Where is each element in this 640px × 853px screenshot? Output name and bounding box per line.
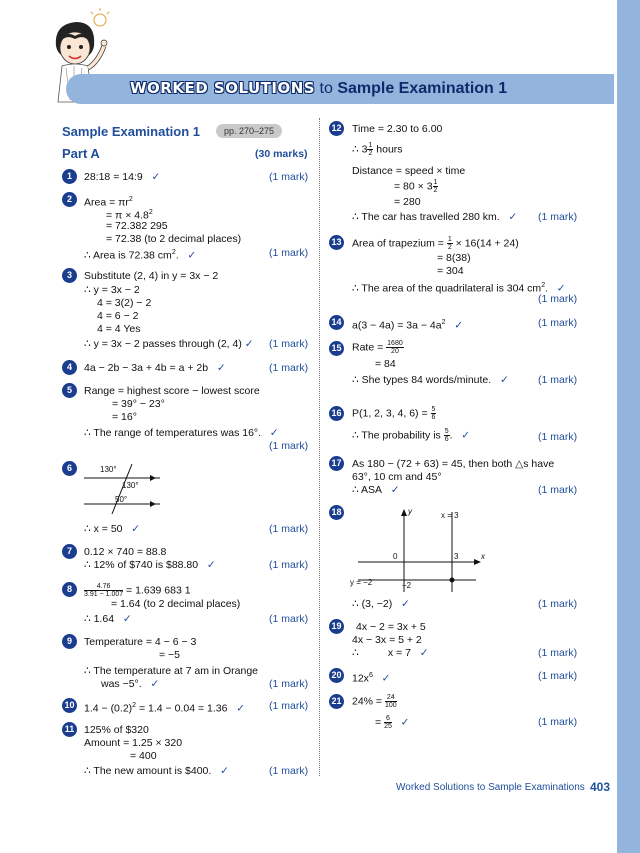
question-number-4: 4 xyxy=(62,360,77,375)
q15-mark: (1 mark) xyxy=(538,374,578,386)
q6-line1: ∴ x = 50 ✓ xyxy=(84,523,141,535)
q3-line1: Substitute (2, 4) in y = 3x − 2 xyxy=(84,270,219,282)
q14-mark: (1 mark) xyxy=(538,317,578,329)
question-number-9: 9 xyxy=(62,634,77,649)
banner-to: to xyxy=(315,80,338,97)
q15-line1: Rate = $\frac{1680}{20}$ xyxy=(352,340,403,355)
q19-mark: (1 mark) xyxy=(538,647,578,659)
tick-icon: ✓ xyxy=(220,765,229,777)
column-divider xyxy=(319,118,320,776)
tick-icon: ✓ xyxy=(454,319,464,332)
q17-line1: As 180 − (72 + 63) = 45, then both △s have xyxy=(352,458,555,470)
page-number: 403 xyxy=(590,780,611,794)
q1-line1: 28:18 = 14:9 ✓ xyxy=(84,171,161,183)
question-number-6: 6 xyxy=(62,461,77,476)
q12-line5: = 280 xyxy=(394,196,421,208)
tick-icon: ✓ xyxy=(461,429,471,442)
footer-text: Worked Solutions to Sample Examinations xyxy=(396,782,585,793)
q20-mark: (1 mark) xyxy=(538,670,578,682)
q13-line1: Area of trapezium = $\frac{1}{2}$ × 16(14 + 24) xyxy=(352,236,519,251)
q18-x3-label: x = 3 xyxy=(441,511,459,520)
q11-line3: = 400 xyxy=(130,750,157,762)
q18-x-label: x xyxy=(481,552,485,561)
q15-line2: = 84 xyxy=(375,358,396,370)
exam-heading: Sample Examination 1 xyxy=(62,124,200,139)
q2-line1: Area = $\pi r^2$ xyxy=(84,196,133,209)
question-number-11: 11 xyxy=(62,722,77,737)
tick-icon: ✓ xyxy=(131,523,141,535)
q7-line1: 0.12 × 740 = 88.8 xyxy=(84,546,167,558)
q7-mark: (1 mark) xyxy=(269,559,309,571)
banner-title xyxy=(130,79,507,98)
intersection-point xyxy=(450,578,455,583)
tick-icon: ✓ xyxy=(151,171,161,183)
q9-mark: (1 mark) xyxy=(269,678,309,690)
q20-line1: $12x^6$ ✓ xyxy=(352,672,391,685)
q17-line2: 63°, 10 cm and 45° xyxy=(352,471,442,483)
q3-line2: ∴ y = 3x − 2 xyxy=(84,284,140,296)
q18-line1: ∴ (3, −2) ✓ xyxy=(352,598,410,610)
q19-line1: 4x − 2 = 3x + 5 xyxy=(356,621,426,633)
q8-line2: = 1.64 (to 2 decimal places) xyxy=(111,598,241,610)
q14-line1: $a(3 - 4a) = 3a - 4a^2$ ✓ xyxy=(352,319,464,332)
q5-mark: (1 mark) xyxy=(269,440,309,452)
tick-icon: ✓ xyxy=(122,613,132,625)
question-number-16: 16 xyxy=(329,406,344,421)
tick-icon: ✓ xyxy=(400,716,410,729)
q18-y-label: y xyxy=(408,507,412,516)
q5-line2: = 39° − 23° xyxy=(112,398,165,410)
q13-line2: = 8(38) xyxy=(437,252,471,264)
q11-line2: Amount = 1.25 × 320 xyxy=(84,737,183,749)
q5-line1: Range = highest score − lowest score xyxy=(84,385,260,397)
question-number-21: 21 xyxy=(329,694,344,709)
banner-exam-title: Sample Examination 1 xyxy=(337,80,508,97)
part-marks: (30 marks) xyxy=(255,148,308,160)
question-number-14: 14 xyxy=(329,315,344,330)
question-number-3: 3 xyxy=(62,268,77,283)
q21-mark: (1 mark) xyxy=(538,716,578,728)
q3-line5: 4 = 4 Yes xyxy=(97,323,141,335)
tick-icon: ✓ xyxy=(244,338,254,350)
q9-line2: = −5 xyxy=(159,649,181,661)
q18-mark: (1 mark) xyxy=(538,598,578,610)
question-number-18: 18 xyxy=(329,505,344,520)
tick-icon: ✓ xyxy=(206,559,216,571)
q5-line3: = 16° xyxy=(112,411,137,423)
question-number-13: 13 xyxy=(329,235,344,250)
q12-line6: ∴ The car has travelled 280 km. ✓ xyxy=(352,211,518,223)
question-number-2: 2 xyxy=(62,192,77,207)
q2-line3: = 72.382 295 xyxy=(106,220,168,232)
question-number-7: 7 xyxy=(62,544,77,559)
q13-line3: = 304 xyxy=(437,265,464,277)
q8-line3: ∴ 1.64 ✓ xyxy=(84,613,132,625)
tick-icon: ✓ xyxy=(508,211,518,223)
q9-line1: Temperature = 4 − 6 − 3 xyxy=(84,636,197,648)
q6-angle2: 130° xyxy=(122,481,139,490)
q2-line5: ∴ Area is 72.38 $cm^2$. ✓ xyxy=(84,249,197,262)
q6-angle3: 50° xyxy=(115,495,128,504)
question-number-12: 12 xyxy=(329,121,344,136)
q21-line2: = $\frac{6}{25}$ ✓ xyxy=(375,715,410,730)
q11-mark: (1 mark) xyxy=(269,765,309,777)
q3-line3: 4 = 3(2) − 2 xyxy=(97,297,152,309)
q13-line4: ∴ The area of the quadrilateral is 304 $cm^2$. ✓ xyxy=(352,282,566,295)
q11-line1: 125% of $320 xyxy=(84,724,149,736)
q13-mark: (1 mark) xyxy=(538,293,578,305)
q21-line1: 24% = $\frac{24}{100}$ xyxy=(352,694,397,709)
q16-line2: ∴ The probability is $\frac{5}{6}$ . ✓ xyxy=(352,428,471,443)
q9-line4: was −5°. ✓ xyxy=(101,678,160,690)
q8-fraction: $\frac{4.76}{3.91 - 1.007}$ xyxy=(84,583,124,598)
q6-angle1: 130° xyxy=(100,465,117,474)
q12-line3: Distance = speed × time xyxy=(352,165,466,177)
q4-line1: 4a − 2b − 3a + 4b = a + 2b ✓ xyxy=(84,362,226,374)
q18-tick-3: 3 xyxy=(454,552,459,561)
question-number-8: 8 xyxy=(62,582,77,597)
right-sidebar-band xyxy=(617,0,640,853)
q6-mark: (1 mark) xyxy=(269,523,309,535)
q2-line2: = $\pi \times 4.8^2$ xyxy=(106,209,153,222)
q2-line4: = 72.38 (to 2 decimal places) xyxy=(106,233,242,245)
q3-mark: (1 mark) xyxy=(269,338,309,350)
q18-origin: 0 xyxy=(393,552,398,561)
tick-icon: ✓ xyxy=(216,362,226,374)
q10-line1: $1.4 - (0.2)^2 = 1.4 - 0.04 = 1.36$ ✓ xyxy=(84,702,246,715)
question-number-5: 5 xyxy=(62,383,77,398)
q16-line1: P(1, 2, 3, 4, 6) = $\frac{5}{6}$ xyxy=(352,406,436,421)
q8-line1: $\frac{4.76}{3.91 - 1.007}$ = 1.639 683 1 xyxy=(84,583,191,598)
tick-icon: ✓ xyxy=(150,678,160,690)
tick-icon: ✓ xyxy=(269,427,279,439)
banner-worked-solutions: WORKED SOLUTIONS xyxy=(130,79,316,97)
q10-mark: (1 mark) xyxy=(269,700,309,712)
q19-line2: 4x − 3x = 5 + 2 xyxy=(352,634,422,646)
question-number-17: 17 xyxy=(329,456,344,471)
q16-mark: (1 mark) xyxy=(538,431,578,443)
question-number-19: 19 xyxy=(329,619,344,634)
q7-line2: ∴ 12% of $740 is $88.80 ✓ xyxy=(84,559,216,571)
tick-icon: ✓ xyxy=(381,672,391,685)
tick-icon: ✓ xyxy=(499,374,509,386)
q3-line6: ∴ y = 3x − 2 passes through (2, 4) ✓ xyxy=(84,338,254,350)
tick-icon: ✓ xyxy=(401,598,410,610)
tick-icon: ✓ xyxy=(236,702,246,715)
q12-line1: Time = 2.30 to 6.00 xyxy=(352,123,443,135)
question-number-1: 1 xyxy=(62,169,77,184)
q12-line2: ∴ 3 $\frac{1}{2}$ hours xyxy=(352,142,403,157)
q19-line3: ∴ x = 7 ✓ xyxy=(352,647,429,659)
q8-mark: (1 mark) xyxy=(269,613,309,625)
q11-line4: ∴ The new amount is $400. ✓ xyxy=(84,765,229,777)
q18-y-minus2-label: y = −2 xyxy=(350,578,373,587)
q5-line4: ∴ The range of temperatures was 16°. ✓ xyxy=(84,427,279,439)
q17-line3: ∴ ASA ✓ xyxy=(352,484,400,496)
q3-line4: 4 = 6 − 2 xyxy=(97,310,139,322)
part-heading: Part A xyxy=(62,146,100,161)
tick-icon: ✓ xyxy=(187,249,197,262)
page-reference-pill: pp. 270–275 xyxy=(216,124,282,138)
q1-mark: (1 mark) xyxy=(269,171,309,183)
q17-mark: (1 mark) xyxy=(538,484,578,496)
q15-line3: ∴ She types 84 words/minute. ✓ xyxy=(352,374,509,386)
q4-mark: (1 mark) xyxy=(269,362,309,374)
q9-line3: ∴ The temperature at 7 am in Orange xyxy=(84,665,258,677)
q18-tick-minus2: −2 xyxy=(402,581,412,590)
q2-mark: (1 mark) xyxy=(269,247,309,259)
tick-icon: ✓ xyxy=(419,647,429,659)
tick-icon: ✓ xyxy=(390,484,400,496)
tick-icon: ✓ xyxy=(556,282,566,295)
q12-line4: = 80 × 3 $\frac{1}{2}$ xyxy=(394,179,438,194)
question-number-10: 10 xyxy=(62,698,77,713)
question-number-20: 20 xyxy=(329,668,344,683)
q12-mark: (1 mark) xyxy=(538,211,578,223)
question-number-15: 15 xyxy=(329,341,344,356)
